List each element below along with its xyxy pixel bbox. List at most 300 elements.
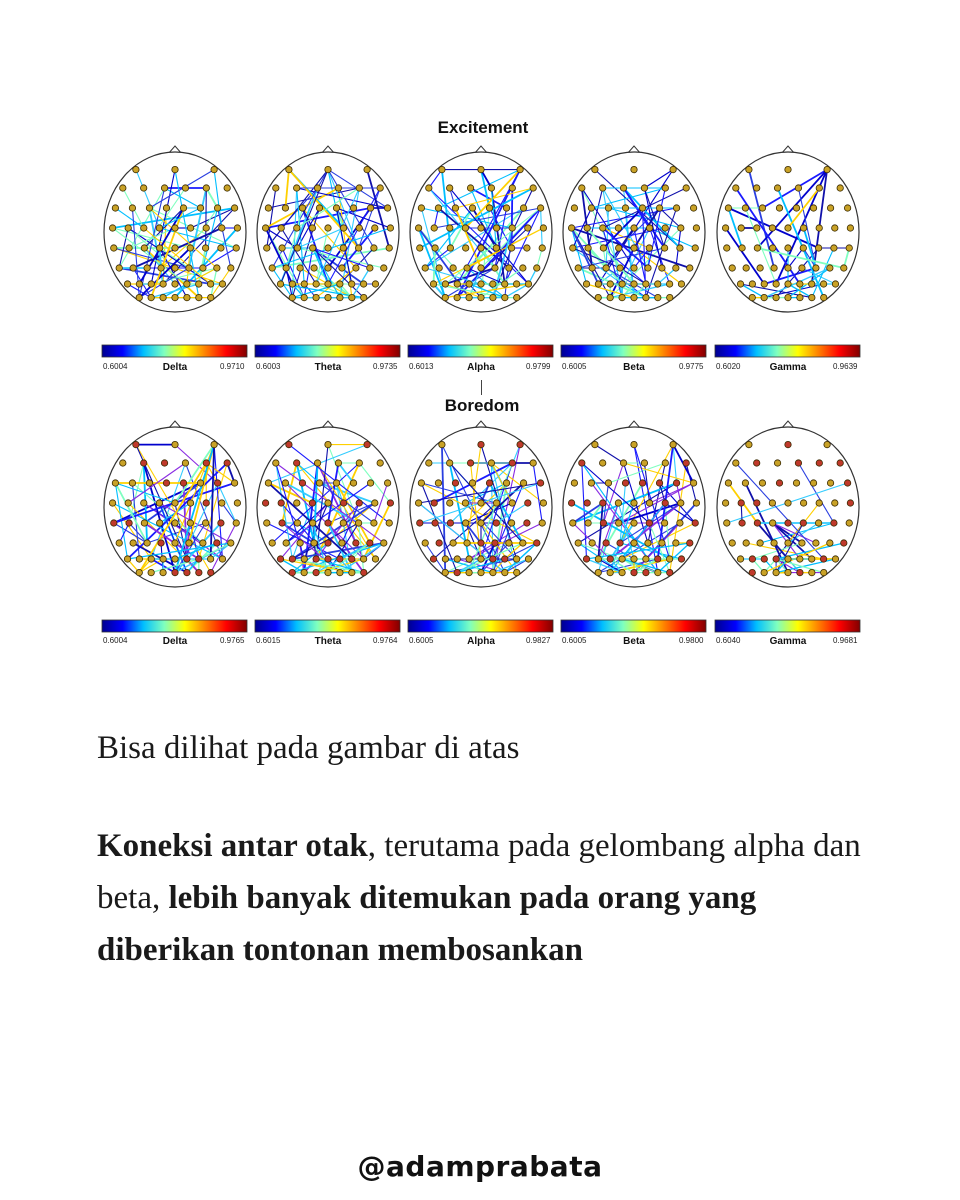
electrode-node	[355, 245, 361, 251]
electrode-node	[172, 569, 178, 575]
electrode-node	[464, 540, 470, 546]
electrode-node	[646, 245, 652, 251]
electrode-node	[124, 281, 130, 287]
electrode-node	[361, 294, 367, 300]
electrode-node	[277, 281, 283, 287]
electrode-node	[631, 569, 637, 575]
colorbar-min-label: 0.6020	[716, 362, 741, 371]
electrode-node	[466, 569, 472, 575]
electrode-node	[641, 460, 647, 466]
electrode-node	[158, 540, 164, 546]
electrode-node	[180, 205, 186, 211]
electrode-node	[662, 225, 668, 231]
electrode-node	[492, 540, 498, 546]
electrode-node	[125, 225, 131, 231]
electrode-node	[615, 225, 621, 231]
electrode-node	[771, 265, 777, 271]
electrode-node	[841, 265, 847, 271]
electrode-node	[506, 540, 512, 546]
electrode-node	[595, 294, 601, 300]
electrode-node	[349, 569, 355, 575]
band-name-label: Beta	[623, 636, 645, 647]
electrode-node	[656, 480, 662, 486]
electrode-node	[333, 480, 339, 486]
electrode-node	[367, 540, 373, 546]
electrode-node	[262, 500, 268, 506]
electrode-node	[466, 281, 472, 287]
electrode-node	[722, 500, 728, 506]
electrode-node	[187, 500, 193, 506]
electrode-node	[469, 205, 475, 211]
electrode-node	[683, 185, 689, 191]
electrode-node	[769, 500, 775, 506]
electrode-node	[687, 265, 693, 271]
electrode-node	[646, 500, 652, 506]
electrode-node	[325, 166, 331, 172]
electrode-node	[673, 205, 679, 211]
electrode-node	[846, 520, 852, 526]
brain-map	[563, 146, 705, 312]
electrode-node	[219, 500, 225, 506]
electrode-node	[743, 265, 749, 271]
electrode-node	[795, 185, 801, 191]
electrode-node	[785, 500, 791, 506]
electrode-node	[761, 569, 767, 575]
electrode-node	[797, 281, 803, 287]
electrode-node	[530, 185, 536, 191]
electrode-node	[815, 245, 821, 251]
electrode-node	[278, 500, 284, 506]
electrode-node	[309, 520, 315, 526]
electrode-node	[325, 569, 331, 575]
electrode-node	[585, 520, 591, 526]
electrode-node	[493, 500, 499, 506]
electrode-node	[493, 520, 499, 526]
electrode-node	[386, 520, 392, 526]
electrode-node	[430, 556, 436, 562]
electrode-node	[361, 569, 367, 575]
electrode-node	[677, 245, 683, 251]
electrode-node	[297, 265, 303, 271]
electrode-node	[148, 569, 154, 575]
electrode-node	[584, 500, 590, 506]
electrode-node	[722, 225, 728, 231]
electrode-node	[313, 281, 319, 287]
colorbar	[255, 620, 400, 632]
electrode-node	[450, 265, 456, 271]
electrode-node	[133, 166, 139, 172]
electrode-node	[631, 556, 637, 562]
electrode-node	[172, 225, 178, 231]
electrode-node	[600, 225, 606, 231]
electrode-node	[583, 281, 589, 287]
electrode-node	[130, 540, 136, 546]
electrode-node	[353, 540, 359, 546]
electrode-node	[219, 281, 225, 287]
electrode-node	[831, 245, 837, 251]
electrode-node	[776, 205, 782, 211]
brain-map	[717, 421, 859, 587]
electrode-node	[311, 540, 317, 546]
electrode-node	[816, 185, 822, 191]
electrode-node	[607, 556, 613, 562]
electrode-node	[749, 281, 755, 287]
electrode-node	[462, 520, 468, 526]
electrode-node	[641, 185, 647, 191]
electrode-node	[631, 265, 637, 271]
electrode-node	[678, 225, 684, 231]
colorbar	[408, 620, 553, 632]
electrode-node	[197, 205, 203, 211]
electrode-node	[180, 480, 186, 486]
electrode-node	[224, 185, 230, 191]
electrode-node	[646, 225, 652, 231]
electrode-node	[262, 225, 268, 231]
electrode-node	[539, 245, 545, 251]
electrode-node	[520, 205, 526, 211]
electrode-node	[325, 225, 331, 231]
band-name-label: Alpha	[467, 636, 495, 647]
electrode-node	[289, 294, 295, 300]
electrode-node	[126, 520, 132, 526]
electrode-node	[172, 294, 178, 300]
electrode-node	[372, 556, 378, 562]
author-handle: @adamprabata	[357, 1150, 603, 1183]
brain-map	[257, 146, 399, 312]
electrode-node	[231, 205, 237, 211]
colorbar	[255, 345, 400, 357]
electrode-node	[490, 556, 496, 562]
electrode-node	[462, 225, 468, 231]
colorbar-min-label: 0.6003	[256, 362, 281, 371]
electrode-node	[172, 265, 178, 271]
electrode-node	[377, 185, 383, 191]
electrode-node	[426, 460, 432, 466]
electrode-node	[813, 540, 819, 546]
electrode-node	[509, 225, 515, 231]
electrode-node	[509, 500, 515, 506]
electrode-node	[273, 185, 279, 191]
electrode-node	[540, 225, 546, 231]
electrode-node	[196, 569, 202, 575]
electrode-node	[619, 569, 625, 575]
electrode-node	[520, 480, 526, 486]
electrode-node	[568, 225, 574, 231]
electrode-node	[158, 265, 164, 271]
electrode-node	[847, 225, 853, 231]
electrode-node	[265, 480, 271, 486]
electrode-node	[631, 281, 637, 287]
electrode-node	[520, 265, 526, 271]
electrode-node	[466, 294, 472, 300]
electrode-node	[283, 540, 289, 546]
electrode-node	[690, 205, 696, 211]
electrode-node	[144, 540, 150, 546]
electrode-node	[293, 460, 299, 466]
electrode-node	[490, 294, 496, 300]
electrode-node	[478, 500, 484, 506]
boredom-title: Boredom	[444, 396, 520, 415]
electrode-node	[832, 281, 838, 287]
electrode-node	[141, 520, 147, 526]
electrode-node	[141, 245, 147, 251]
electrode-node	[196, 294, 202, 300]
electrode-node	[827, 480, 833, 486]
electrode-node	[600, 520, 606, 526]
electrode-node	[446, 185, 452, 191]
electrode-node	[757, 540, 763, 546]
colorbar-max-label: 0.9799	[526, 362, 551, 371]
electrode-node	[294, 500, 300, 506]
band-name-label: Alpha	[467, 362, 495, 373]
electrode-node	[486, 480, 492, 486]
electrode-node	[160, 281, 166, 287]
electrode-node	[692, 245, 698, 251]
electrode-node	[797, 556, 803, 562]
electrode-node	[187, 245, 193, 251]
electrode-node	[464, 265, 470, 271]
electrode-node	[156, 245, 162, 251]
electrode-node	[540, 500, 546, 506]
electrode-node	[129, 205, 135, 211]
electrode-node	[537, 480, 543, 486]
electrode-node	[478, 441, 484, 447]
electrode-node	[837, 460, 843, 466]
electrode-node	[431, 225, 437, 231]
electrode-node	[349, 281, 355, 287]
colorbar	[561, 345, 706, 357]
band-name-label: Delta	[162, 636, 188, 647]
electrode-node	[517, 441, 523, 447]
electrode-node	[673, 540, 679, 546]
connection-line	[206, 188, 207, 248]
band-name-label: Theta	[314, 636, 342, 647]
electrode-node	[800, 520, 806, 526]
electrode-node	[478, 225, 484, 231]
electrode-node	[141, 225, 147, 231]
electrode-node	[579, 460, 585, 466]
electrode-node	[436, 540, 442, 546]
electrode-node	[589, 265, 595, 271]
brain-map	[563, 421, 705, 587]
electrode-node	[350, 205, 356, 211]
colorbar-max-label: 0.9681	[833, 636, 858, 645]
electrode-node	[432, 520, 438, 526]
electrode-node	[367, 480, 373, 486]
electrode-node	[144, 265, 150, 271]
colorbar-max-label: 0.9765	[220, 636, 245, 645]
electrode-node	[203, 500, 209, 506]
electrode-node	[539, 520, 545, 526]
electrode-node	[133, 441, 139, 447]
electrode-node	[847, 500, 853, 506]
electrode-node	[607, 294, 613, 300]
electrode-node	[486, 205, 492, 211]
electrode-node	[148, 281, 154, 287]
electrode-node	[186, 540, 192, 546]
electrode-node	[677, 520, 683, 526]
electrode-node	[148, 294, 154, 300]
colorbar	[715, 345, 860, 357]
electrode-node	[462, 245, 468, 251]
electrode-node	[785, 520, 791, 526]
electrode-node	[832, 556, 838, 562]
colorbar-min-label: 0.6005	[409, 636, 434, 645]
electrode-node	[738, 225, 744, 231]
electrode-node	[196, 556, 202, 562]
electrode-node	[172, 540, 178, 546]
electrode-node	[466, 556, 472, 562]
electrode-node	[534, 540, 540, 546]
electrode-node	[214, 480, 220, 486]
electrode-node	[187, 520, 193, 526]
electrode-node	[311, 265, 317, 271]
electrode-node	[325, 500, 331, 506]
electrode-node	[827, 265, 833, 271]
electrode-node	[643, 294, 649, 300]
electrode-node	[203, 225, 209, 231]
electrode-node	[446, 460, 452, 466]
electrode-node	[316, 205, 322, 211]
electrode-node	[172, 166, 178, 172]
electrode-node	[136, 569, 142, 575]
electrode-node	[140, 185, 146, 191]
electrode-node	[793, 480, 799, 486]
electrode-node	[589, 540, 595, 546]
electrode-node	[816, 460, 822, 466]
electrode-node	[184, 569, 190, 575]
electrode-node	[785, 166, 791, 172]
electrode-node	[313, 556, 319, 562]
electrode-node	[297, 540, 303, 546]
electrode-node	[754, 245, 760, 251]
colorbar-max-label: 0.9764	[373, 636, 398, 645]
electrode-node	[313, 569, 319, 575]
electrode-node	[773, 569, 779, 575]
electrode-node	[160, 556, 166, 562]
electrode-node	[335, 460, 341, 466]
electrode-node	[202, 520, 208, 526]
colorbar	[102, 620, 247, 632]
electrode-node	[203, 185, 209, 191]
electrode-node	[367, 205, 373, 211]
electrode-node	[478, 245, 484, 251]
electrode-node	[384, 480, 390, 486]
electrode-node	[678, 556, 684, 562]
electrode-node	[809, 294, 815, 300]
electrode-node	[279, 245, 285, 251]
electrode-node	[619, 281, 625, 287]
electrode-node	[186, 265, 192, 271]
electrode-node	[820, 556, 826, 562]
electrode-node	[349, 294, 355, 300]
electrode-node	[301, 281, 307, 287]
electrode-node	[172, 556, 178, 562]
electrode-node	[208, 569, 214, 575]
electrode-node	[387, 500, 393, 506]
electrode-node	[214, 265, 220, 271]
band-name-label: Theta	[314, 362, 342, 373]
electrode-node	[339, 540, 345, 546]
electrode-node	[439, 166, 445, 172]
electrode-node	[418, 205, 424, 211]
electrode-node	[810, 205, 816, 211]
electrode-node	[273, 460, 279, 466]
electrode-node	[655, 281, 661, 287]
electrode-node	[422, 540, 428, 546]
electrode-node	[294, 225, 300, 231]
electrode-node	[478, 556, 484, 562]
electrode-node	[224, 460, 230, 466]
electrode-node	[655, 569, 661, 575]
electrode-node	[724, 520, 730, 526]
electrode-node	[299, 205, 305, 211]
colorbar-min-label: 0.6005	[562, 636, 587, 645]
electrode-node	[136, 281, 142, 287]
electrode-node	[599, 460, 605, 466]
electrode-node	[678, 500, 684, 506]
electrode-node	[502, 294, 508, 300]
electrode-node	[125, 500, 131, 506]
electrode-node	[301, 556, 307, 562]
electrode-node	[631, 245, 637, 251]
electrode-node	[800, 500, 806, 506]
colorbar-max-label: 0.9710	[220, 362, 245, 371]
electrode-node	[309, 500, 315, 506]
electrode-node	[659, 540, 665, 546]
electrode-node	[502, 556, 508, 562]
electrode-node	[622, 205, 628, 211]
electrode-node	[316, 480, 322, 486]
electrode-node	[575, 265, 581, 271]
electrode-node	[372, 500, 378, 506]
electrode-node	[439, 441, 445, 447]
electrode-node	[525, 556, 531, 562]
electrode-node	[667, 569, 673, 575]
electrode-node	[200, 540, 206, 546]
electrode-node	[666, 281, 672, 287]
electrode-node	[377, 460, 383, 466]
electrode-node	[350, 480, 356, 486]
electrode-node	[600, 245, 606, 251]
electrode-node	[219, 556, 225, 562]
electrode-node	[595, 281, 601, 287]
electrode-node	[340, 245, 346, 251]
electrode-node	[824, 441, 830, 447]
electrode-node	[450, 540, 456, 546]
electrode-node	[214, 205, 220, 211]
electrode-node	[799, 540, 805, 546]
electrode-node	[592, 441, 598, 447]
electrode-node	[683, 460, 689, 466]
electrode-node	[136, 294, 142, 300]
electrode-node	[785, 281, 791, 287]
electrode-node	[525, 225, 531, 231]
electrode-node	[844, 480, 850, 486]
brain-map	[410, 146, 552, 312]
electrode-node	[631, 225, 637, 231]
electrode-node	[387, 225, 393, 231]
electrode-node	[513, 556, 519, 562]
electrode-node	[325, 441, 331, 447]
electrode-node	[353, 265, 359, 271]
electrode-node	[753, 185, 759, 191]
electrode-node	[631, 166, 637, 172]
band-name-label: Delta	[162, 362, 188, 373]
electrode-node	[832, 225, 838, 231]
electrode-node	[773, 281, 779, 287]
electrode-node	[435, 205, 441, 211]
